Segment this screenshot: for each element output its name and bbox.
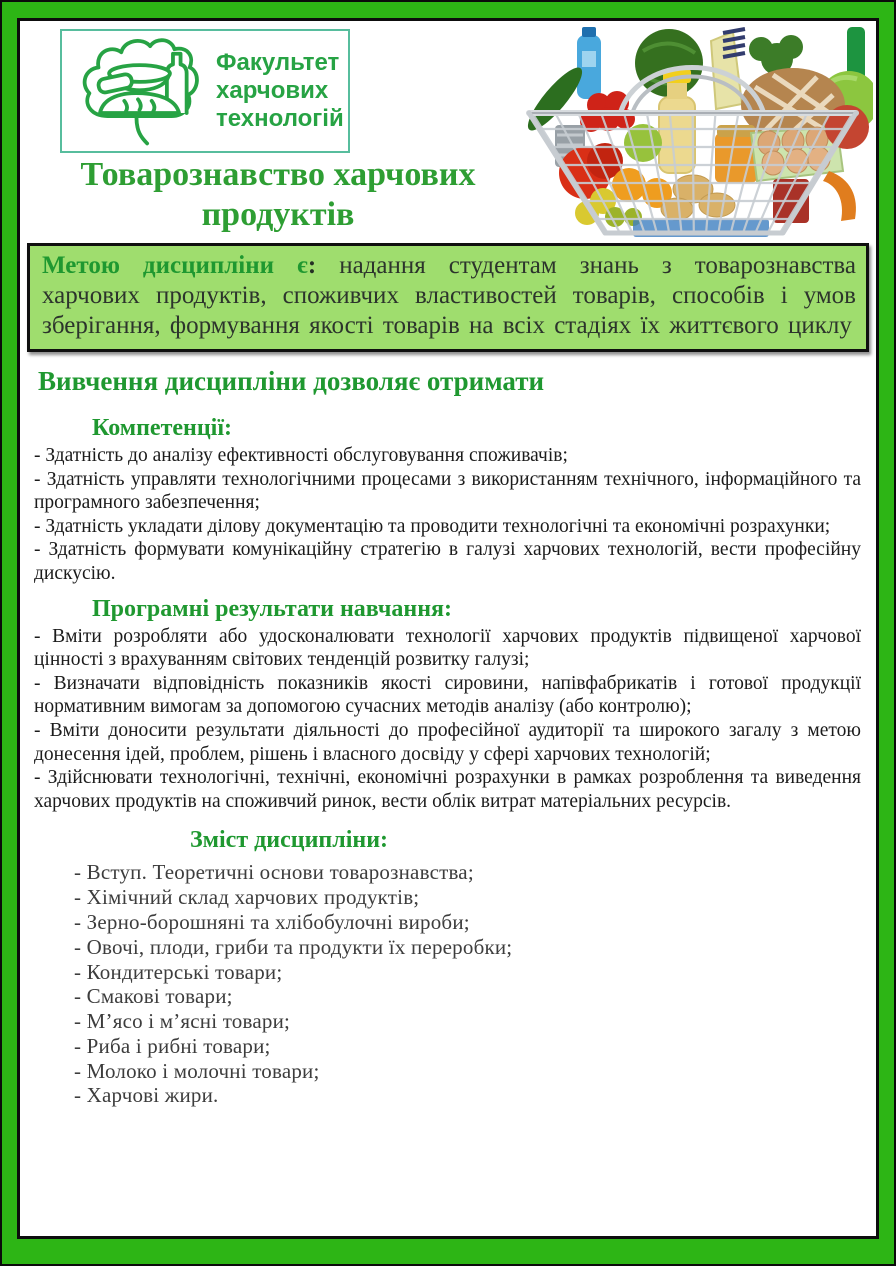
list-item: - Здійснювати технологічні, технічні, економічні розрахунки в рамках розроблення та виведення харчових продуктів на споживчий ринок, вести облік витрат матеріальних ресурсів. <box>34 767 861 812</box>
faculty-logo <box>60 29 350 153</box>
list-item: - Вступ. Теоретичні основи товарознавства; <box>74 860 474 885</box>
food-tree-line-art-icon <box>64 34 212 148</box>
section-title: Вивчення дисципліни дозволяє отримати <box>38 366 545 396</box>
list-item: - Хімічний склад харчових продуктів; <box>74 885 420 910</box>
competencies-list <box>34 444 861 586</box>
list-item: - Вміти розробляти або удосконалювати технології харчових продуктів підвищеної харчової цінності з врахуванням світових тенденцій розвитку галузі; <box>34 625 861 671</box>
page-title: Товарознавство харчових продуктів <box>80 156 476 233</box>
list-item: - Здатність формувати комунікаційну стратегію в галузі харчових технологій, вести професійну дискусію. <box>34 539 861 584</box>
list-item: - Здатність управляти технологічними процесами з використанням технічного, інформаційного та програмного забезпечення; <box>34 468 861 514</box>
contents-list <box>74 860 876 1108</box>
list-item: - М’ясо і м’ясні товари; <box>74 1009 291 1034</box>
list-item: - Вміти доносити результати діяльності до професійної аудиторії та широкого загалу з метою донесення ідей, проблем, рішень і власного досвіду у сфері харчових технологій; <box>34 719 861 765</box>
aim-body: надання студентам знань з товарознавства харчових продуктів, споживчих властивостей товарів, способів і умов зберігання, формування якості товарів на всіх стадіях їх життєвого циклу <box>42 252 856 339</box>
list-item: - Здатність до аналізу ефективності обслуговування споживачів; <box>34 445 568 466</box>
aim-box <box>27 243 869 352</box>
header <box>20 21 876 241</box>
grocery-basket-with-food-photo <box>511 21 873 239</box>
list-item: - Риба і рибні товари; <box>74 1033 271 1058</box>
list-item: - Смакові товари; <box>74 984 233 1009</box>
logo-line-2: харчових <box>216 77 329 104</box>
logo-line-1: Факультет <box>216 49 340 76</box>
outcomes-heading: Програмні результати навчання: <box>92 595 453 622</box>
logo-line-3: технологій <box>216 105 344 132</box>
list-item: - Здатність укладати ділову документацію та проводити технологічні та економічні розрахунки; <box>34 515 831 537</box>
list-item: - Молоко і молочні товари; <box>74 1058 320 1083</box>
list-item: - Харчові жири. <box>74 1083 219 1108</box>
list-item: - Зерно-борошняні та хлібобулочні вироби; <box>74 909 470 934</box>
list-item: - Визначати відповідність показників якості сировини, напівфабрикатів і готової продукції нормативним вимогам за допомогою сучасних методів аналізу (або контролю); <box>34 672 861 718</box>
list-item: - Кондитерські товари; <box>74 959 283 984</box>
aim-colon: : <box>307 252 317 279</box>
flyer-content <box>17 18 879 1239</box>
contents-heading: Зміст дисципліни: <box>190 827 389 854</box>
outcomes-list <box>34 625 861 814</box>
aim-lead: Метою дисципліни є <box>42 252 308 279</box>
faculty-logo-text <box>216 49 344 133</box>
list-item: - Овочі, плоди, гриби та продукти їх переробки; <box>74 934 513 959</box>
competencies-heading: Компетенції: <box>92 415 233 441</box>
